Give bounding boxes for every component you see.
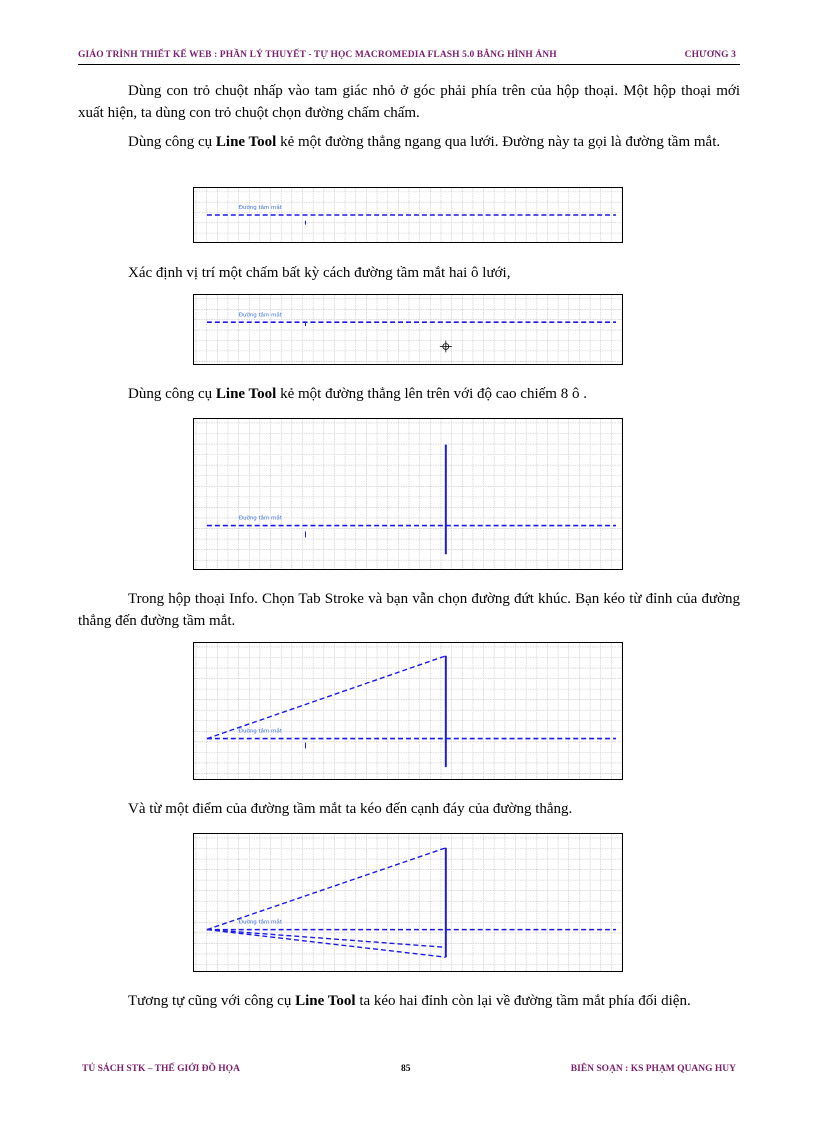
header-chapter: CHƯƠNG 3 (684, 50, 736, 60)
figure-triangle (193, 833, 623, 972)
eye-line-label: Đường tầm mắt (238, 919, 282, 926)
paragraph-5: Trong hộp thoại Info. Chọn Tab Stroke và bạn vẫn chọn đường đứt khúc. Bạn kéo từ đỉnh của đường thẳng đến đường tầm mắt. (78, 591, 740, 629)
figure-eye-line (193, 187, 623, 243)
paragraph-1: Dùng con trỏ chuột nhấp vào tam giác nhỏ ở góc phải phía trên của hộp thoại. Một hộp thoại mới xuất hiện, ta dùng con trỏ chuột chọn đường chấm chấm. (78, 83, 740, 121)
header-title: GIÁO TRÌNH THIẾT KẾ WEB : PHẦN LÝ THUYẾT - TỰ HỌC MACROMEDIA FLASH 5.0 BẰNG HÌNH ẢNH (78, 50, 557, 60)
eye-line-label: Đường tầm mắt (238, 728, 282, 735)
eye-line-label: Đường tầm mắt (238, 312, 282, 319)
paragraph-7: Tương tự cũng với công cụ Line Tool ta kéo hai đỉnh còn lại về đường tầm mắt phía đối diện. (128, 993, 691, 1009)
eye-line-label: Đường tầm mắt (238, 205, 282, 212)
top-diagonal (207, 848, 446, 930)
footer-left: TỦ SÁCH STK – THẾ GIỚI ĐỒ HỌA (82, 1064, 240, 1074)
paragraph-3: Xác định vị trí một chấm bất kỳ cách đường tầm mắt hai ô lưới, (128, 265, 511, 281)
figure-4-canvas (194, 643, 622, 779)
footer-right: BIÊN SOẠN : KS PHẠM QUANG HUY (570, 1064, 736, 1074)
figure-vertical-line (193, 418, 623, 570)
paragraph-2: Dùng công cụ Line Tool kẻ một đường thẳng ngang qua lưới. Đường này ta gọi là đường tầm mắt. (128, 134, 721, 150)
figure-3-canvas (194, 419, 622, 569)
figure-5-canvas (194, 834, 622, 971)
figure-top-diagonal (193, 642, 623, 780)
page-header (78, 48, 740, 65)
page-number: 85 (401, 1064, 411, 1074)
figure-1-canvas (194, 188, 622, 242)
eye-line-label: Đường tầm mắt (238, 515, 282, 522)
figure-point (193, 294, 623, 365)
bottom-diagonal (207, 930, 446, 948)
paragraph-6: Và từ một điểm của đường tầm mắt ta kéo đến cạnh đáy của đường thẳng. (128, 801, 573, 817)
paragraph-4: Dùng công cụ Line Tool kẻ một đường thẳng lên trên với độ cao chiếm 8 ô . (128, 386, 587, 402)
figure-2-canvas (194, 295, 622, 364)
